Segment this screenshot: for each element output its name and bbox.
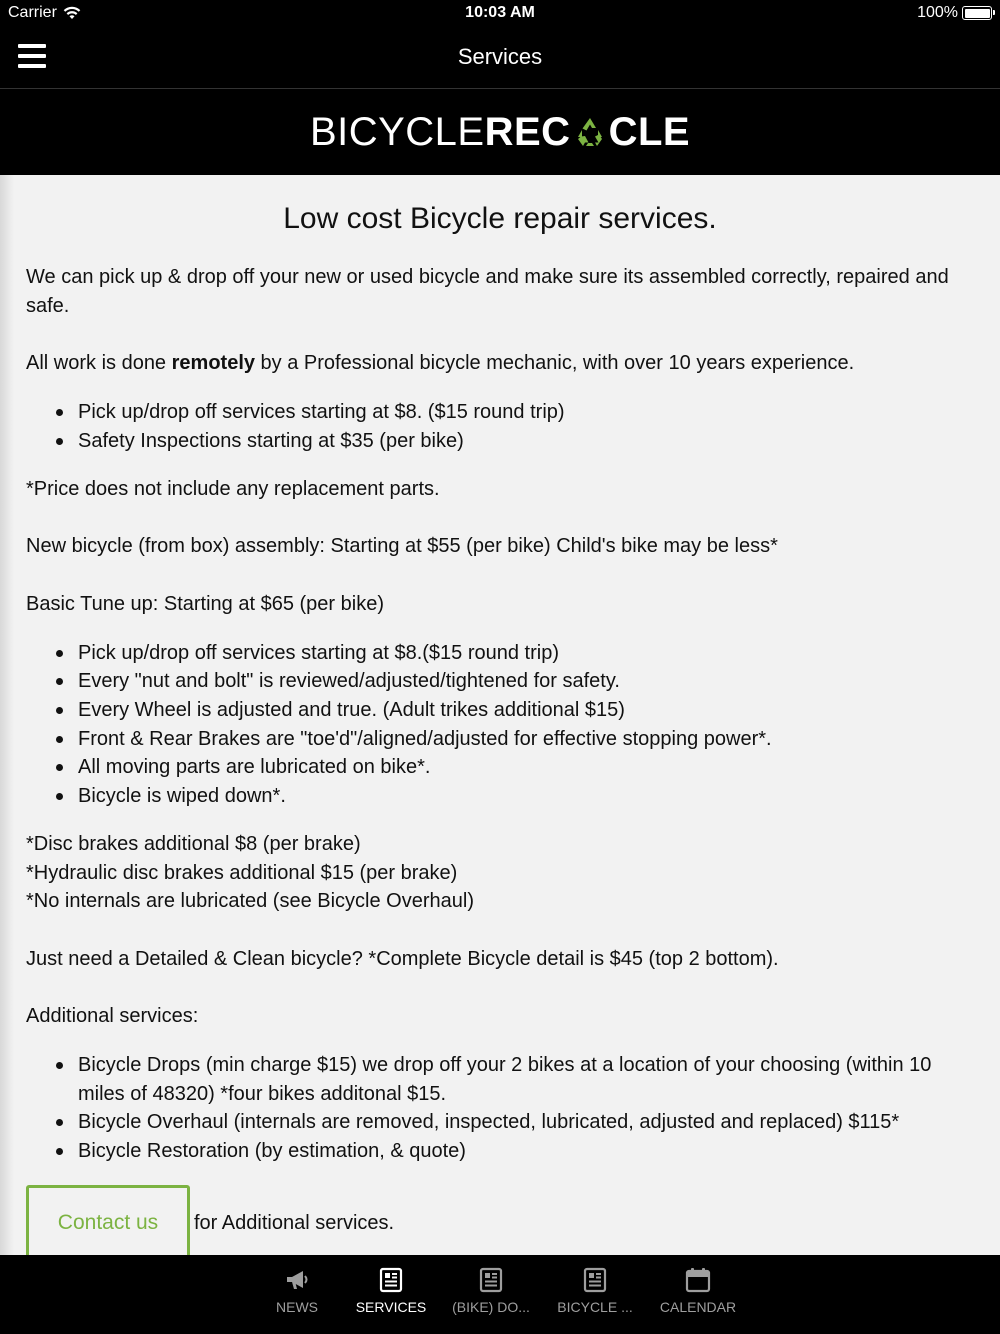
calendar-icon — [685, 1267, 711, 1293]
battery-icon — [962, 6, 992, 20]
list-item: Pick up/drop off services starting at $8.($15 round trip) — [26, 639, 974, 668]
list-item: Pick up/drop off services starting at $8. ($15 round trip) — [26, 398, 974, 427]
battery-percent: 100% — [917, 4, 958, 21]
battery-indicator — [917, 4, 992, 22]
tab-label: BICYCLE ... — [557, 1299, 633, 1315]
note-line: *Disc brakes additional $8 (per brake) — [26, 833, 361, 856]
list-item: Every Wheel is adjusted and true. (Adult trikes additional $15) — [26, 696, 974, 725]
contact-us-button[interactable]: Contact us — [26, 1185, 190, 1255]
document-icon — [582, 1267, 608, 1293]
tab-bike-donations[interactable] — [438, 1255, 544, 1334]
navigation-bar — [0, 28, 1000, 88]
brake-notes — [26, 830, 974, 916]
tab-label: NEWS — [276, 1299, 318, 1315]
content-title: Low cost Bicycle repair services. — [283, 202, 717, 235]
list-item: All moving parts are lubricated on bike*. — [26, 753, 974, 782]
page-title: Services — [457, 44, 543, 69]
tab-label: CALENDAR — [659, 1299, 737, 1315]
assembly-paragraph: New bicycle (from box) assembly: Starting at $55 (per bike) Child's bike may be less* — [26, 535, 778, 558]
tab-label: (BIKE) DO... — [452, 1299, 530, 1315]
clock: 10:03 AM — [465, 4, 535, 21]
tab-label: SERVICES — [355, 1299, 427, 1315]
list-item: Bicycle Drops (min charge $15) we drop off your 2 bikes at a location of your choosing (within 10 miles of 48320) *four bikes additonal $15. — [26, 1051, 974, 1108]
note-line: *Hydraulic disc brakes additional $15 (per brake) — [26, 861, 458, 884]
intro-paragraph: We can pick up & drop off your new or used bicycle and make sure its assembled correctly, repaired and safe. — [26, 266, 949, 317]
services-content — [0, 175, 1000, 1255]
tuneup-list — [26, 639, 974, 811]
megaphone-icon — [284, 1267, 310, 1293]
detail-paragraph: Just need a Detailed & Clean bicycle? *Complete Bicycle detail is $45 (top 2 bottom). — [26, 947, 779, 970]
document-icon — [378, 1267, 404, 1293]
logo-banner — [0, 89, 1000, 175]
document-icon — [478, 1267, 504, 1293]
list-item: Bicycle is wiped down*. — [26, 782, 974, 811]
recycle-icon — [573, 115, 607, 149]
tab-services[interactable] — [344, 1255, 438, 1334]
price-note: *Price does not include any replacement parts. — [26, 478, 440, 501]
tab-bicycle[interactable] — [544, 1255, 646, 1334]
additional-heading: Additional services: — [26, 1004, 199, 1027]
list-item: Bicycle Restoration (by estimation, & quote) — [26, 1137, 974, 1166]
contact-suffix: for Additional services. — [194, 1212, 395, 1235]
bottom-tab-bar — [0, 1255, 1000, 1334]
tab-calendar[interactable] — [646, 1255, 750, 1334]
list-item: Every "nut and bolt" is reviewed/adjusted/tightened for safety. — [26, 667, 974, 696]
bicycle-recycle-logo: BICYCLE REC CLE — [309, 109, 691, 154]
note-line: *No internals are lubricated (see Bicycle Overhaul) — [26, 890, 474, 913]
list-item: Safety Inspections starting at $35 (per bike) — [26, 427, 974, 456]
contact-row — [26, 1185, 974, 1255]
additional-services-list — [26, 1051, 974, 1165]
tuneup-paragraph: Basic Tune up: Starting at $65 (per bike) — [26, 592, 384, 615]
tab-news[interactable] — [250, 1255, 344, 1334]
status-bar — [0, 0, 1000, 28]
carrier-label: Carrier — [8, 4, 57, 21]
remote-paragraph: All work is done remotely by a Professional bicycle mechanic, with over 10 years experience. — [26, 351, 855, 374]
pickup-list — [26, 398, 974, 455]
list-item: Front & Rear Brakes are "toe'd"/aligned/adjusted for effective stopping power*. — [26, 725, 974, 754]
list-item: Bicycle Overhaul (internals are removed, inspected, lubricated, adjusted and replaced) $115* — [26, 1108, 974, 1137]
